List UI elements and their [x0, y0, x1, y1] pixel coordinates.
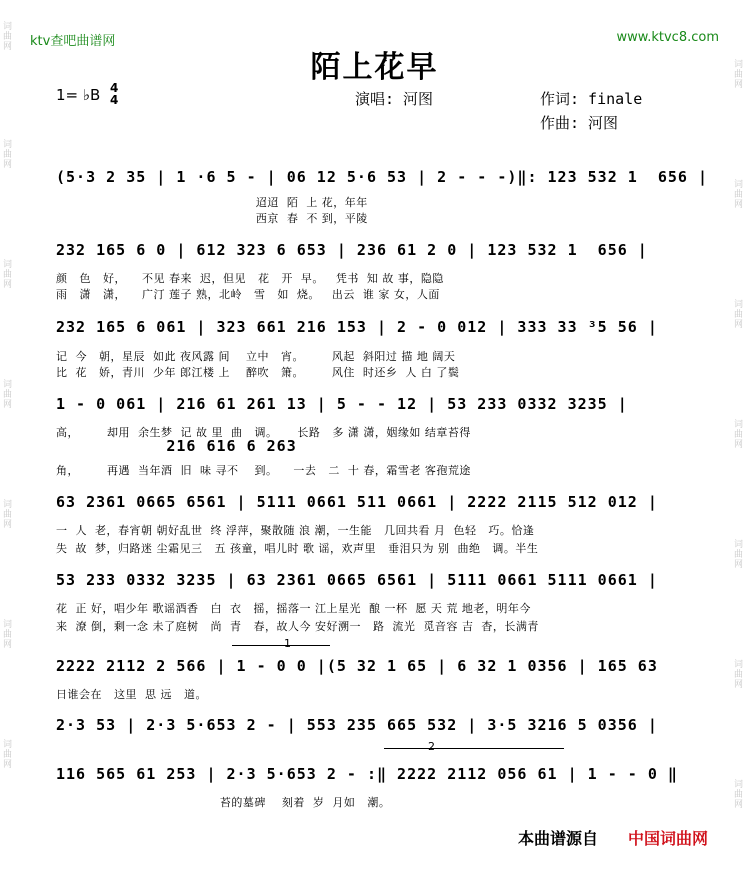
lyricist-credit: 作词: finale	[540, 90, 643, 108]
watermark-right-4: 词 曲 网	[734, 420, 744, 450]
notation-row-4-alt: 216 616 6 263	[56, 437, 297, 455]
watermark-left-6: 词 曲 网	[3, 620, 13, 650]
watermark-right-1: 词 曲 网	[734, 60, 744, 90]
watermark-right-7: 词 曲 网	[734, 780, 744, 810]
lyric-row-1b: 西京 春 不 到，平陵	[56, 212, 368, 225]
watermark-left-3: 词 曲 网	[3, 260, 13, 290]
composer-credit: 作曲: 河图	[540, 114, 619, 132]
time-signature	[110, 82, 118, 106]
site-url-right[interactable]: www.ktvc8.com	[616, 30, 719, 45]
lyric-row-2b: 雨 潇 潇， 广汀 莲子 熟，北岭 雪 如 烧。 出云 谁 家 女，人面	[56, 288, 440, 301]
watermark-left-1: 词 曲 网	[3, 22, 13, 52]
lyric-row-3a: 记 今 朝，星辰 如此 夜风露 间 立中 宵。 风起 斜阳过 描 地 阔天	[56, 350, 456, 363]
singer-credit: 演唱: 河图	[355, 90, 434, 108]
lyric-row-7a: 日谁会在 这里 思 远 道。	[56, 688, 207, 701]
key-signature: 1= ♭B	[56, 86, 101, 104]
lyric-row-4a: 高， 却用 余生梦 记 故 里 曲 调。 长路 多 潇 潇，姻缘如 结章苔得	[56, 426, 471, 439]
lyric-row-4b: 角， 再遇 当年酒 旧 味 寻不 到。 一去 二 十 春，霜雪老 客孢荒途	[56, 464, 471, 477]
lyric-row-2a: 颜 色 好， 不见 春来 迟，但见 花 开 早。 凭书 知 故 事，隐隐	[56, 272, 444, 285]
watermark-right-3: 词 曲 网	[734, 300, 744, 330]
notation-row-8: 2·3 53 | 2·3 5·653 2 - | 553 235 665 532 | 3·5 3216 5 0356 |	[56, 716, 658, 734]
volta-1-line	[232, 645, 330, 646]
notation-row-1: (5·3 2 35 | 1 ·6 5 - | 06 12 5·6 53 | 2 - - -)‖: 123 532 1 656 |	[56, 168, 708, 186]
volta-2-line	[384, 748, 564, 749]
site-name-left[interactable]: ktv查吧曲谱网	[30, 34, 116, 49]
lyric-row-6b: 来 潦 倒，剩一念 未了庭树 尚 青 春，故人今 安好溯一 路 流光 觅音容 吉 杳，长满青	[56, 620, 539, 633]
source-label: 本曲谱源自	[518, 829, 599, 848]
lyric-row-5a: 一 人 老，春宵朝 朝好乱世 终 浮萍，聚散随 浪 潮，一生能 几回共看 月 色轻 巧。恰逢	[56, 524, 535, 537]
page-title: 陌上花早	[310, 50, 439, 85]
watermark-left-5: 词 曲 网	[3, 500, 13, 530]
notation-row-9: 116 565 61 253 | 2·3 5·653 2 - :‖ 2222 2112 056 61 | 1 - - 0 ‖	[56, 765, 678, 783]
watermark-left-7: 词 曲 网	[3, 740, 13, 770]
time-signature-bottom: 4	[110, 93, 119, 107]
time-signature-top: 4	[110, 81, 119, 95]
notation-row-5: 63 2361 0665 6561 | 5111 0661 511 0661 | 2222 2115 512 012 |	[56, 493, 658, 511]
notation-row-7: 2222 2112 2 566 | 1 - 0 0 |(5 32 1 65 | 6 32 1 0356 | 165 63	[56, 657, 658, 675]
notation-row-2: 232 165 6 0 | 612 323 6 653 | 236 61 2 0 | 123 532 1 656 |	[56, 241, 648, 259]
watermark-left-4: 词 曲 网	[3, 380, 13, 410]
lyric-row-3b: 比 花 娇，青川 少年 郎江楼 上 醉吹 箫。 风住 时还乡 人 白 了鬓	[56, 366, 460, 379]
watermark-right-2: 词 曲 网	[734, 180, 744, 210]
watermark-right-5: 词 曲 网	[734, 540, 744, 570]
watermark-right-6: 词 曲 网	[734, 660, 744, 690]
notation-row-6: 53 233 0332 3235 | 63 2361 0665 6561 | 5111 0661 5111 0661 |	[56, 571, 658, 589]
volta-1-label: 1	[284, 637, 292, 650]
volta-2-label: 2	[428, 740, 436, 753]
watermark-left-2: 词 曲 网	[3, 140, 13, 170]
lyric-row-1a: 迢迢 陌 上 花，年年	[56, 196, 368, 209]
lyric-row-5b: 失 故 梦，归路迷 尘霜见三 五 孩童，唱儿时 歌 谣，欢声里 垂泪只为 别 曲绝 调。半生	[56, 542, 539, 555]
source-site[interactable]: 中国词曲网	[628, 829, 709, 848]
notation-row-3: 232 165 6 061 | 323 661 216 153 | 2 - 0 012 | 333 33 ³5 56 |	[56, 318, 658, 336]
lyric-row-6a: 花 正 好，唱少年 歌谣酒香 白 衣 摇，摇落一 江上星光 酿 一杯 愿 天 荒 地老，明年今	[56, 602, 531, 615]
notation-row-4: 1 - 0 061 | 216 61 261 13 | 5 - - 12 | 53 233 0332 3235 |	[56, 395, 628, 413]
lyric-row-9a: 苔的墓碑 刻着 岁 月如 潮。	[56, 796, 391, 809]
